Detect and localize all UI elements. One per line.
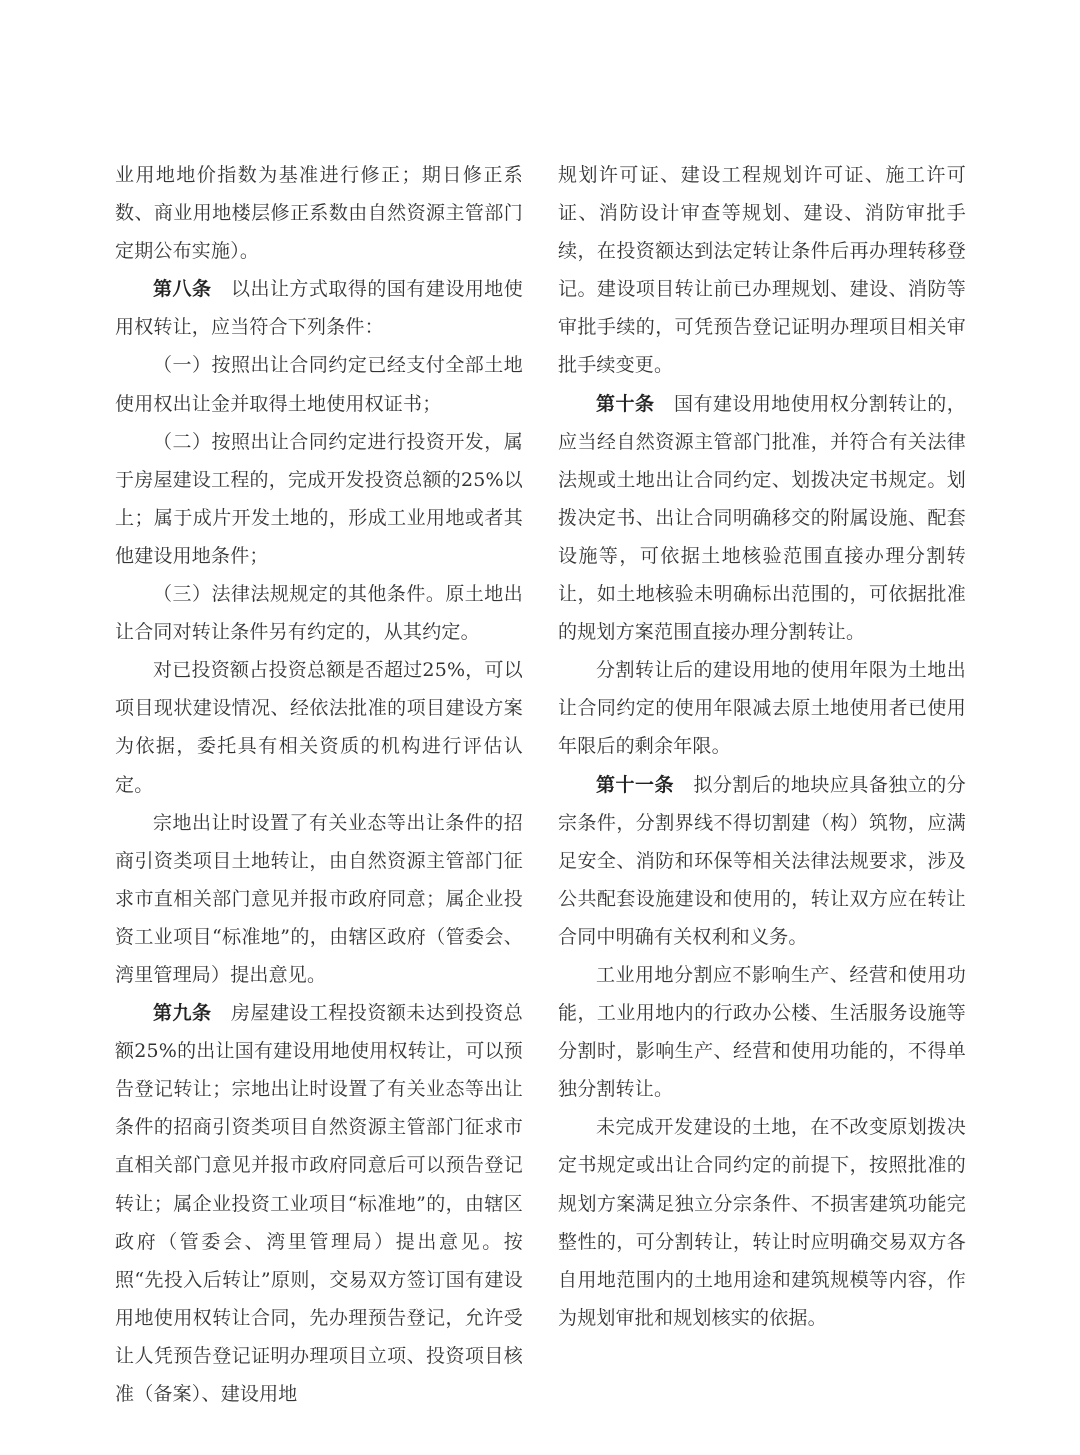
article-9-label: 第九条 [153,1002,212,1025]
article-8-label: 第八条 [153,278,212,301]
paragraph-industrial-land: 工业用地分割应不影响生产、经营和使用功能，工业用地内的行政办公楼、生活服务设施等分割时，影响生产、经营和使用功能的，不得单独分割转让。 [558,963,966,1101]
paragraph-zongdi: 宗地出让时设置了有关业态等出让条件的招商引资类项目土地转让，由自然资源主管部门征求市直相关部门意见并报市政府同意；属企业投资工业项目“标准地”的，由辖区政府（管委会、湾里管理局）提出意见。 [115,811,523,986]
paragraph-continuation: 业用地地价指数为基准进行修正；期日修正系数、商业用地楼层修正系数由自然资源主管部门定期公布实施）。 [115,164,523,263]
article-9-text: 房屋建设工程投资额未达到投资总额25%的出让国有建设用地使用权转让，可以预告登记转让；宗地出让时设置了有关业态等出让条件的招商引资类项目自然资源主管部门征求市直相关部门意见并报市政府同意后可以预告登记转让；属企业投资工业项目“标准地”的，由辖区政府（管委会、湾里管理局）提出意见。按照“先投入后转让”原则，交易双方签订国有建设用地使用权转让合同，先办理预告登记，允许受让人凭预告登记证明办理项目立项、投资项目核准（备案）、建设用地 [115,1002,523,1405]
left-column [115,156,523,1413]
paragraph-assessment: 对已投资额占投资总额是否超过25%，可以项目现状建设情况、经依法批准的项目建设方案为依据，委托具有相关资质的机构进行评估认定。 [115,659,523,796]
article-11-label: 第十一条 [596,773,674,796]
paragraph-usage-years: 分割转让后的建设用地的使用年限为土地出让合同约定的使用年限减去原土地使用者已使用年限后的剩余年限。 [558,659,966,758]
article-11-text: 拟分割后的地块应具备独立的分宗条件，分割界线不得切割建（构）筑物，应满足安全、消防和环保等相关法律法规要求，涉及公共配套设施建设和使用的，转让双方应在转让合同中明确有关权利和义务。 [558,773,966,948]
condition-item-3: （三）法律法规规定的其他条件。原土地出让合同对转让条件另有约定的，从其约定。 [115,583,523,644]
condition-item-1: （一）按照出让合同约定已经支付全部土地使用权出让金并取得土地使用权证书； [115,354,523,415]
article-8 [115,270,523,346]
article-11 [558,766,966,956]
paragraph-continuation-right: 规划许可证、建设工程规划许可证、施工许可证、消防设计审查等规划、建设、消防审批手续，在投资额达到法定转让条件后再办理转移登记。建设项目转让前已办理规划、建设、消防等审批手续的，可凭预告登记证明办理项目相关审批手续变更。 [558,164,966,377]
article-9 [115,994,523,1413]
article-8-text: 以出让方式取得的国有建设用地使用权转让，应当符合下列条件： [115,278,523,339]
paragraph-unfinished-land: 未完成开发建设的土地，在不改变原划拨决定书规定或出让合同约定的前提下，按照批准的规划方案满足独立分宗条件、不损害建筑功能完整性的，可分割转让，转让时应明确交易双方各自用地范围内的土地用途和建筑规模等内容，作为规划审批和规划核实的依据。 [558,1116,966,1329]
article-10-label: 第十条 [596,392,655,415]
condition-item-2: （二）按照出让合同约定进行投资开发，属于房屋建设工程的，完成开发投资总额的25%以上；属于成片开发土地的，形成工业用地或者其他建设用地条件； [115,430,523,567]
article-10 [558,385,966,652]
right-column [558,156,966,1337]
article-10-text: 国有建设用地使用权分割转让的，应当经自然资源主管部门批准，并符合有关法律法规或土地出让合同约定、划拨决定书规定。划拨决定书、出让合同明确移交的附属设施、配套设施等，可依据土地核验范围直接办理分割转让，如土地核验未明确标出范围的，可依据批准的规划方案范围直接办理分割转让。 [558,392,966,644]
